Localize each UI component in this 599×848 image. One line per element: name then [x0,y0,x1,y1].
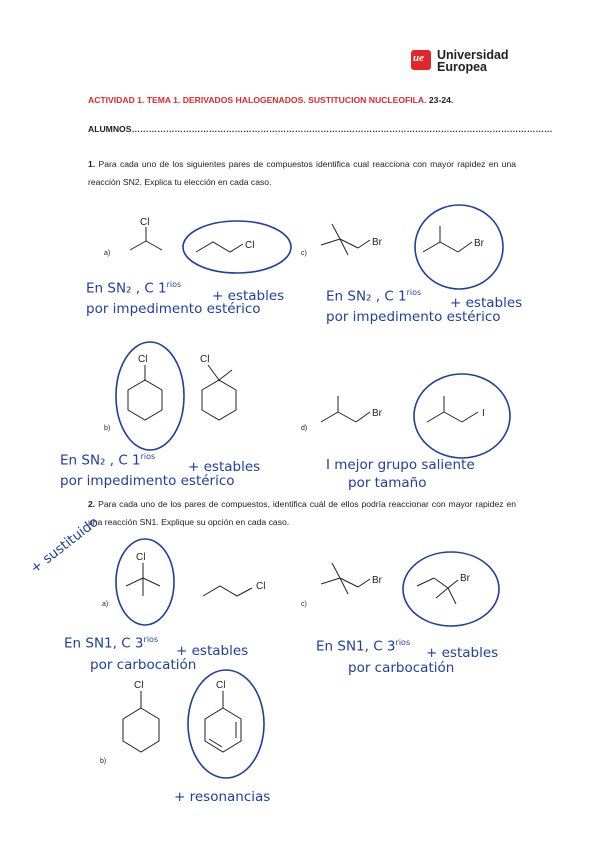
students-line: ALUMNOS………………………………………………………………………………………………………………………………… [88,124,553,134]
label-q1-b: b) [104,425,111,432]
handwritten-note-q1d: I mejor grupo saliente [326,457,475,473]
activity-title: ACTIVIDAD 1. TEMA 1. DERIVADOS HALOGENADOS. SUSTITUCION NUCLEOFILA. 23-24. [88,95,454,105]
circle-annotation [413,203,505,291]
circle-annotation [401,550,501,628]
atom-br: Br [460,573,470,584]
molecule-chlorocyclohexane [118,678,168,773]
label-q2-a: a) [102,601,109,608]
question-2: 2. Para cada uno de los pares de compuestos, identifica cuál de ellos podría reaccionar con mayor rapidez en una reacción SN1. Explique su opción en cada caso. [88,499,517,527]
handwritten-note-q1a-line2: por impedimento estérico [86,301,261,317]
handwritten-note-q2b: + resonancias [174,789,271,805]
handwritten-note-q2c-plus: + estables [426,645,499,661]
atom-cl: Cl [140,217,150,228]
handwritten-note-q1b: En SN₂ , C $1^{rios}$ [60,452,156,469]
handwritten-note-q1a-plus: + estables [212,288,285,304]
atom-br: Br [372,575,382,586]
handwritten-note-q2a-line2: por carbocatión [90,657,197,673]
molecule-isobutyl-bromide [318,388,398,438]
handwritten-note-q2c-line2: por carbocatión [348,660,455,676]
circle-annotation [186,668,266,780]
handwritten-note-more-substituted: + sustituido [27,513,102,577]
atom-cl: Cl [134,680,144,691]
handwritten-note-q2a-plus: + estables [176,643,249,659]
atom-cl: Cl [245,240,255,251]
atom-cl: Cl [136,552,146,563]
molecule-neopentyl-bromide [318,556,398,606]
circle-annotation [114,340,186,452]
atom-br: Br [474,238,484,249]
university-logo-text: Universidad Europea [437,48,509,74]
circle-annotation [412,372,512,460]
handwritten-note-q1c-plus: + estables [450,295,523,311]
question-1: 1. Para cada uno de los siguientes pares de compuestos identifica cual reacciona con mayor rapidez en una reacción SN2. Explica tu elección en cada caso. [88,159,516,187]
circle-annotation [181,219,293,275]
atom-cl: Cl [200,354,210,365]
label-q1-d: d) [301,425,308,432]
atom-cl: Cl [216,680,226,691]
atom-cl: Cl [256,581,266,592]
handwritten-note-q1a: En SN₂ , C $1^{rios}$ [86,280,182,297]
atom-i: I [482,408,485,419]
label-q2-c: c) [301,601,307,608]
label-q2-b: b) [100,758,107,765]
handwritten-note-q1c: En SN₂ , C $1^{rios}$ [326,288,422,305]
molecule-1-chloropropane [200,574,280,614]
handwritten-note-q1b-line2: por impedimento estérico [60,473,235,489]
molecule-neopentyl-bromide [318,217,398,267]
handwritten-note-q2c: En SN1, C $3^{rios}$ [316,638,411,655]
molecule-2-chloropropane [125,215,175,265]
molecule-1-chloro-1-methylcyclohexane [194,352,254,437]
atom-br: Br [372,237,382,248]
atom-cl: Cl [138,354,148,365]
handwritten-note-q2a: En SN1, C $3^{rios}$ [64,635,159,652]
atom-br: Br [372,408,382,419]
label-q1-c: c) [301,250,307,257]
circle-annotation [114,537,176,627]
label-q1-a: a) [104,250,111,257]
handwritten-note-q1b-plus: + estables [188,459,261,475]
university-logo-mark: ue [411,50,431,70]
handwritten-note-q1c-line2: por impedimento estérico [326,309,501,325]
handwritten-note-q1d-line2: por tamaño [348,475,427,491]
